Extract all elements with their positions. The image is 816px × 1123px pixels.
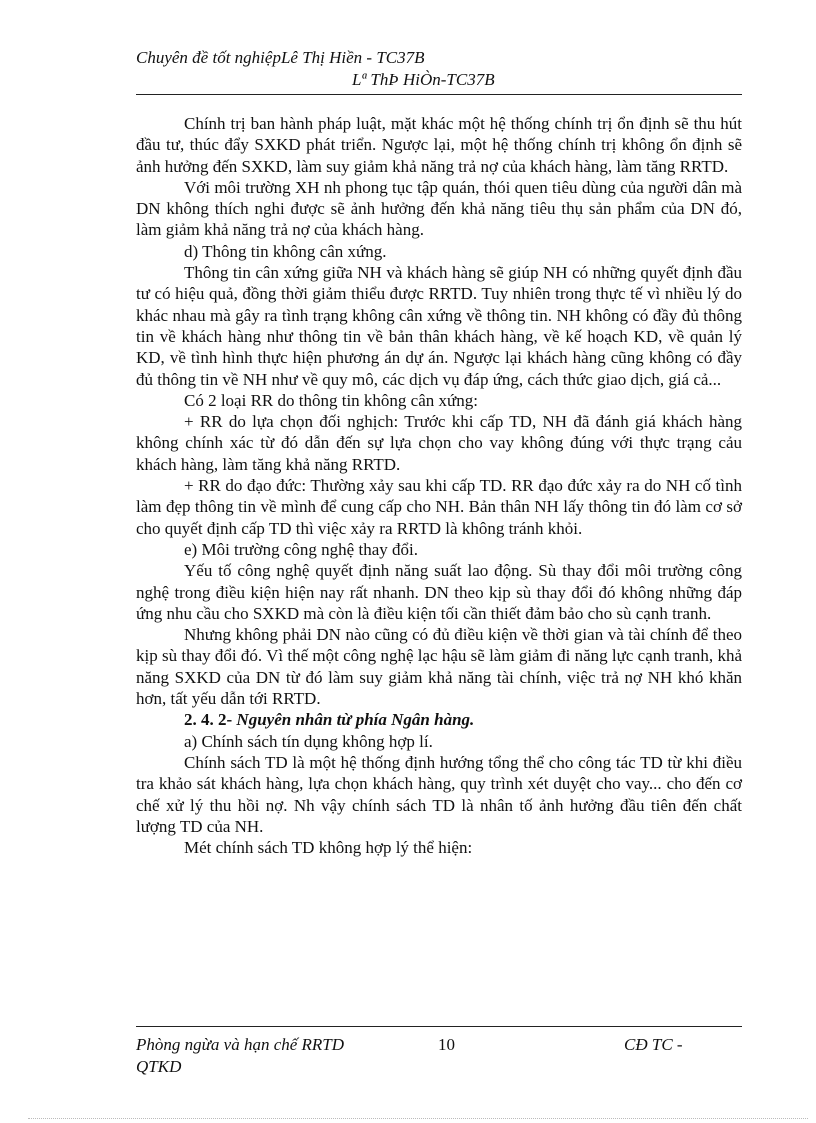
header-rule [136, 94, 742, 95]
footer-left-text: Phòng ngừa và hạn chế RRTD QTKD [136, 1035, 345, 1076]
paragraph: Chính trị ban hành pháp luật, mặt khác một hệ thống chính trị ổn định sẽ thu hút đầu tư, thúc đẩy SXKD phát triển. Ngược lại, một hệ thống chính trị không ổn định sẽ ảnh hưởng đến SXKD, làm suy giảm khả năng trả nợ của khách hàng, làm tăng RRTD. [136, 114, 742, 176]
footer-right-text: CĐ TC - [624, 1035, 683, 1054]
subheading: a) Chính sách tín dụng không hợp lí. [184, 731, 433, 751]
header-author: Lª ThÞ HiÒn-TC37B [352, 70, 495, 89]
section-title: Nguyên nhân từ phía Ngân hàng. [236, 710, 475, 730]
list-item: + RR do lựa chọn đối nghịch: Trước khi cấp TD, NH đã đánh giá khách hàng không chính xác từ đó dẫn đến sự lựa chọn cho vay không đúng với thực trạng cảu khách hàng, làm tăng khả năng RRTD. [136, 412, 742, 474]
list-item: + RR do đạo đức: Thường xảy sau khi cấp TD. RR đạo đức xảy ra do NH cố tình làm đẹp thông tin về mình để cung cấp cho NH. Bản thân NH lấy thông tin đó làm cơ sở cho quyết định cấp TD thì việc xảy ra RRTD là không tránh khỏi. [136, 476, 742, 538]
paragraph: Chính sách TD là một hệ thống định hướng tổng thể cho công tác TD từ khi điều tra khảo sát khách hàng, lựa chọn khách hàng, quy trình xét duyệt cho vay... cho đến cơ chế xử lý thu hồi nợ. Nh vậy chính sách TD là nhân tố ảnh hưởng đầu tiên đến chất lượng TD của NH. [136, 752, 742, 836]
paragraph: Có 2 loại RR do thông tin không cân xứng: [184, 390, 478, 410]
section-number: 2. 4. 2- [184, 710, 233, 730]
paragraph: Yếu tố công nghệ quyết định năng suất lao động. Sù thay đổi môi trường công nghệ trong điều kiện hiện nay rất nhanh. DN theo kịp sù thay đổi đó không những đáp ứng nhu cầu cho SXKD mà còn là điều kiện tối cần thiết đảm bảo cho sù cạnh tranh. [136, 561, 742, 623]
paragraph: Với môi trường XH nh phong tục tập quán, thói quen tiêu dùng của người dân mà DN không thích nghi được sẽ ảnh hưởng đến khả năng tiêu thụ sản phẩm của DN đó, làm giảm khả năng trả nợ của khách hàng. [136, 177, 742, 240]
paragraph: Nhưng không phải DN nào cũng có đủ điều kiện về thời gian và tài chính để theo kịp sù thay đổi đó. Vì thế một công nghệ lạc hậu sẽ làm giảm đi năng lực cạnh tranh, khả năng SXKD của DN từ đó làm suy giảm khả năng tài chính, việc trả nợ NH khó khăn hơn, tất yếu dẫn tới RRTD. [136, 625, 742, 709]
footer-rule [136, 1026, 742, 1027]
page-edge [28, 1118, 808, 1119]
section-heading [136, 709, 742, 730]
subheading: d) Thông tin không cân xứng. [184, 241, 387, 261]
subheading: e) Môi trường công nghệ thay đổi. [184, 539, 418, 559]
paragraph: Thông tin cân xứng giữa NH và khách hàng sẽ giúp NH có những quyết định đầu tư có hiệu quả, đồng thời giảm thiểu được RRTD. Tuy nhiên trong thực tế vì nhiều lý do khác nhau mà gây ra tình trạng không cân xứng về thông tin. NH không có đầy đủ thông tin về khách hàng như thông tin về bản thân khách hàng, về kế hoạch KD, về quản lý KD, về tình hình thực hiện phương án dự án. Ngược lại khách hàng cũng không có đầy đủ thông tin về NH như về quy mô, các dịch vụ đáp ứng, cách thức giao dịch, giá cả... [136, 263, 742, 389]
paragraph: Mét chính sách TD không hợp lý thể hiện: [184, 838, 473, 858]
header-title: Chuyên đề tốt nghiệpLê Thị Hiền - TC37B [136, 48, 425, 67]
page-number: 10 [438, 1035, 455, 1054]
document-body [136, 113, 742, 858]
